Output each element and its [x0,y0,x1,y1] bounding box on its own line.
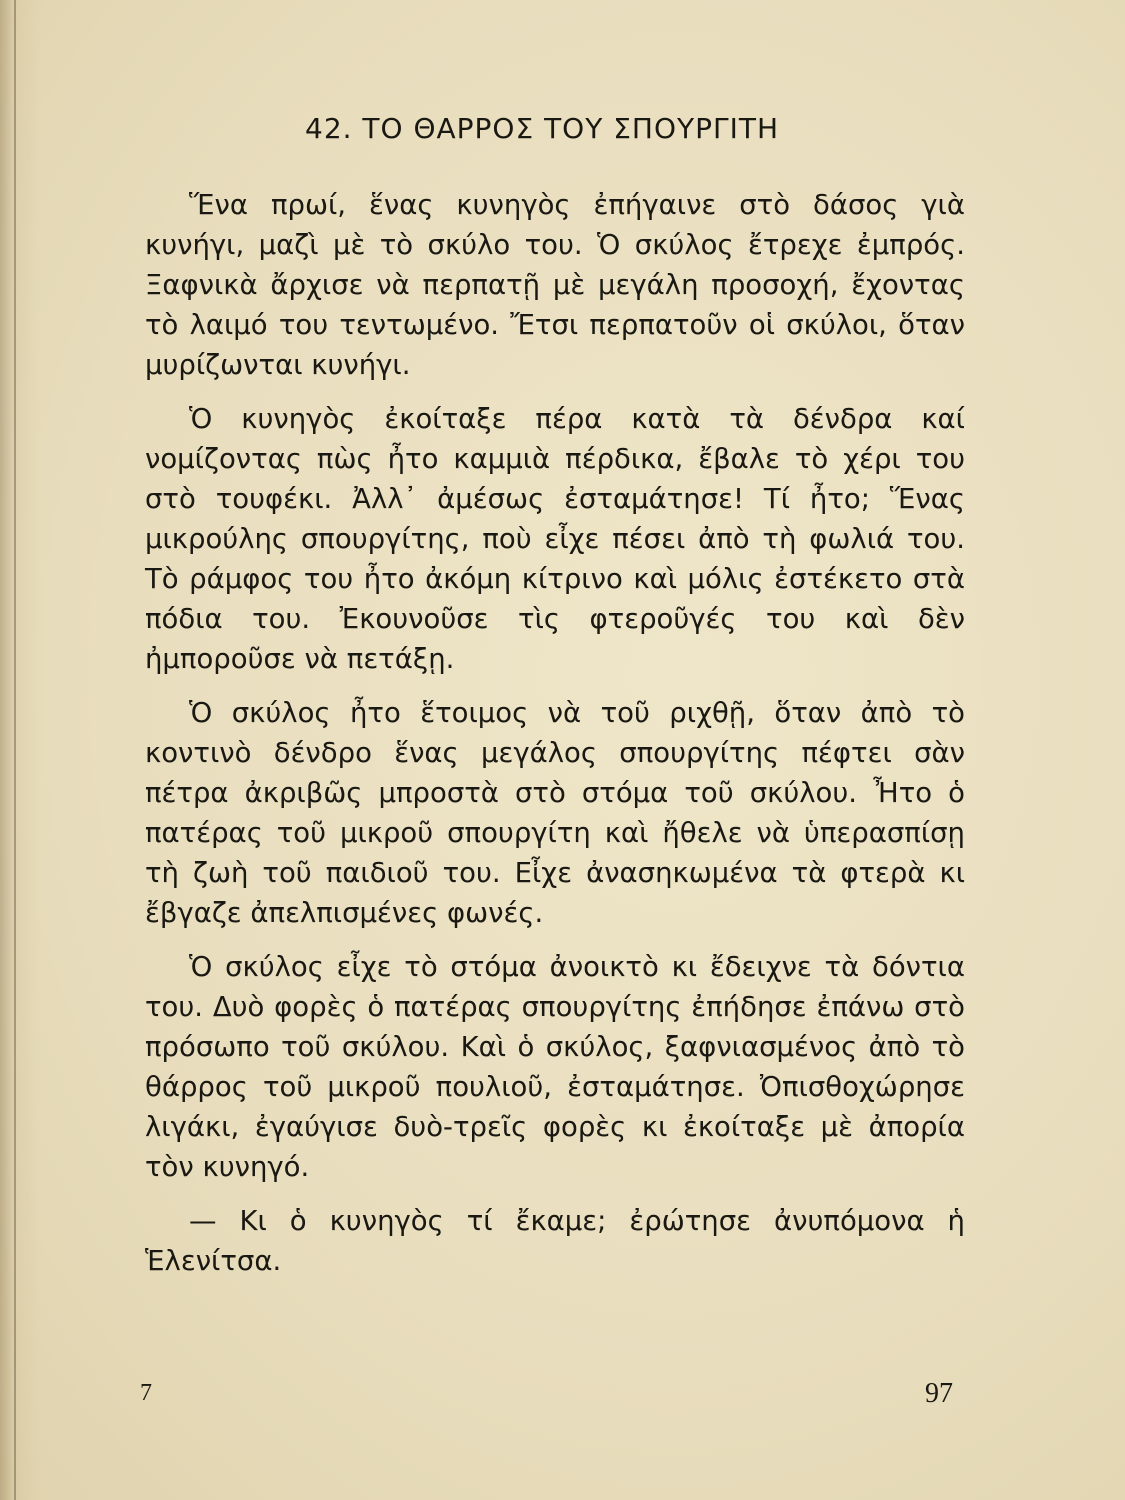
paragraph-4: Ὁ σκύλος εἶχε τὸ στόμα ἀνοικτὸ κι ἔδειχνε τὰ δόντια του. Δυὸ φορὲς ὁ πατέρας σπουργίτης ἐπήδησε ἐπάνω στὸ πρόσωπο τοῦ σκύλου. Καὶ ὁ σκύλος, ξαφνιασμένος ἀπὸ τὸ θάρρος τοῦ μικροῦ πουλιοῦ, ἐσταμάτησε. Ὀπισθοχώρησε λιγάκι, ἐγαύγισε δυὸ-τρεῖς φορὲς κι ἐκοίταξε μὲ ἀπορία τὸν κυνηγό. [145,951,965,1183]
paragraph-5: — Κι ὁ κυνηγὸς τί ἔκαμε; ἐρώτησε ἀνυπόμονα ἡ Ἑλενίτσα. [145,1205,965,1277]
paragraph-3: Ὁ σκύλος ἦτο ἕτοιμος νὰ τοῦ ριχθῇ, ὅταν ἀπὸ τὸ κοντινὸ δένδρο ἕνας μεγάλος σπουργίτης πέφτει σὰν πέτρα ἀκριβῶς μπροστὰ στὸ στόμα τοῦ σκύλου. Ἦτο ὁ πατέρας τοῦ μικροῦ σπουργίτη καὶ ἤθελε νὰ ὑπερασπίσῃ τὴ ζωὴ τοῦ παιδιοῦ του. Εἶχε ἀνασηκωμένα τὰ φτερὰ κι ἔβγαζε ἀπελπισμένες φωνές. [145,697,965,929]
chapter-title: 42. ΤΟ ΘΑΡΡΟΣ ΤΟΥ ΣΠΟΥΡΓΙΤΗ [305,112,780,145]
signature-mark: 7 [140,1380,152,1406]
paragraph-2: Ὁ κυνηγὸς ἐκοίταξε πέρα κατὰ τὰ δένδρα καί νομίζοντας πὼς ἦτο καμμιὰ πέρδικα, ἔβαλε τὸ χέρι του στὸ τουφέκι. Ἀλλ᾽ ἀμέσως ἐσταμάτησε! Τί ἦτο; Ἕνας μικρούλης σπουργίτης, ποὺ εἶχε πέσει ἀπὸ τὴ φωλιά του. Τὸ ράμφος του ἦτο ἀκόμη κίτρινο καὶ μόλις ἐστέκετο στὰ πόδια του. Ἐκουνοῦσε τὶς φτεροῦγές του καὶ δὲν ἠμποροῦσε νὰ πετάξῃ. [145,403,965,675]
page-number: 97 [925,1378,953,1409]
chapter-body [145,185,965,1281]
paragraph-1: Ἕνα πρωί, ἕνας κυνηγὸς ἐπήγαινε στὸ δάσος γιὰ κυνήγι, μαζὶ μὲ τὸ σκύλο του. Ὁ σκύλος ἔτρεχε ἐμπρός. Ξαφνικὰ ἄρχισε νὰ περπατῇ μὲ μεγάλη προσοχή, ἔχοντας τὸ λαιμό του τεντωμένο. Ἔτσι περπατοῦν οἱ σκύλοι, ὅταν μυρίζωνται κυνήγι. [145,189,965,381]
page-spine-shadow [14,0,16,1500]
